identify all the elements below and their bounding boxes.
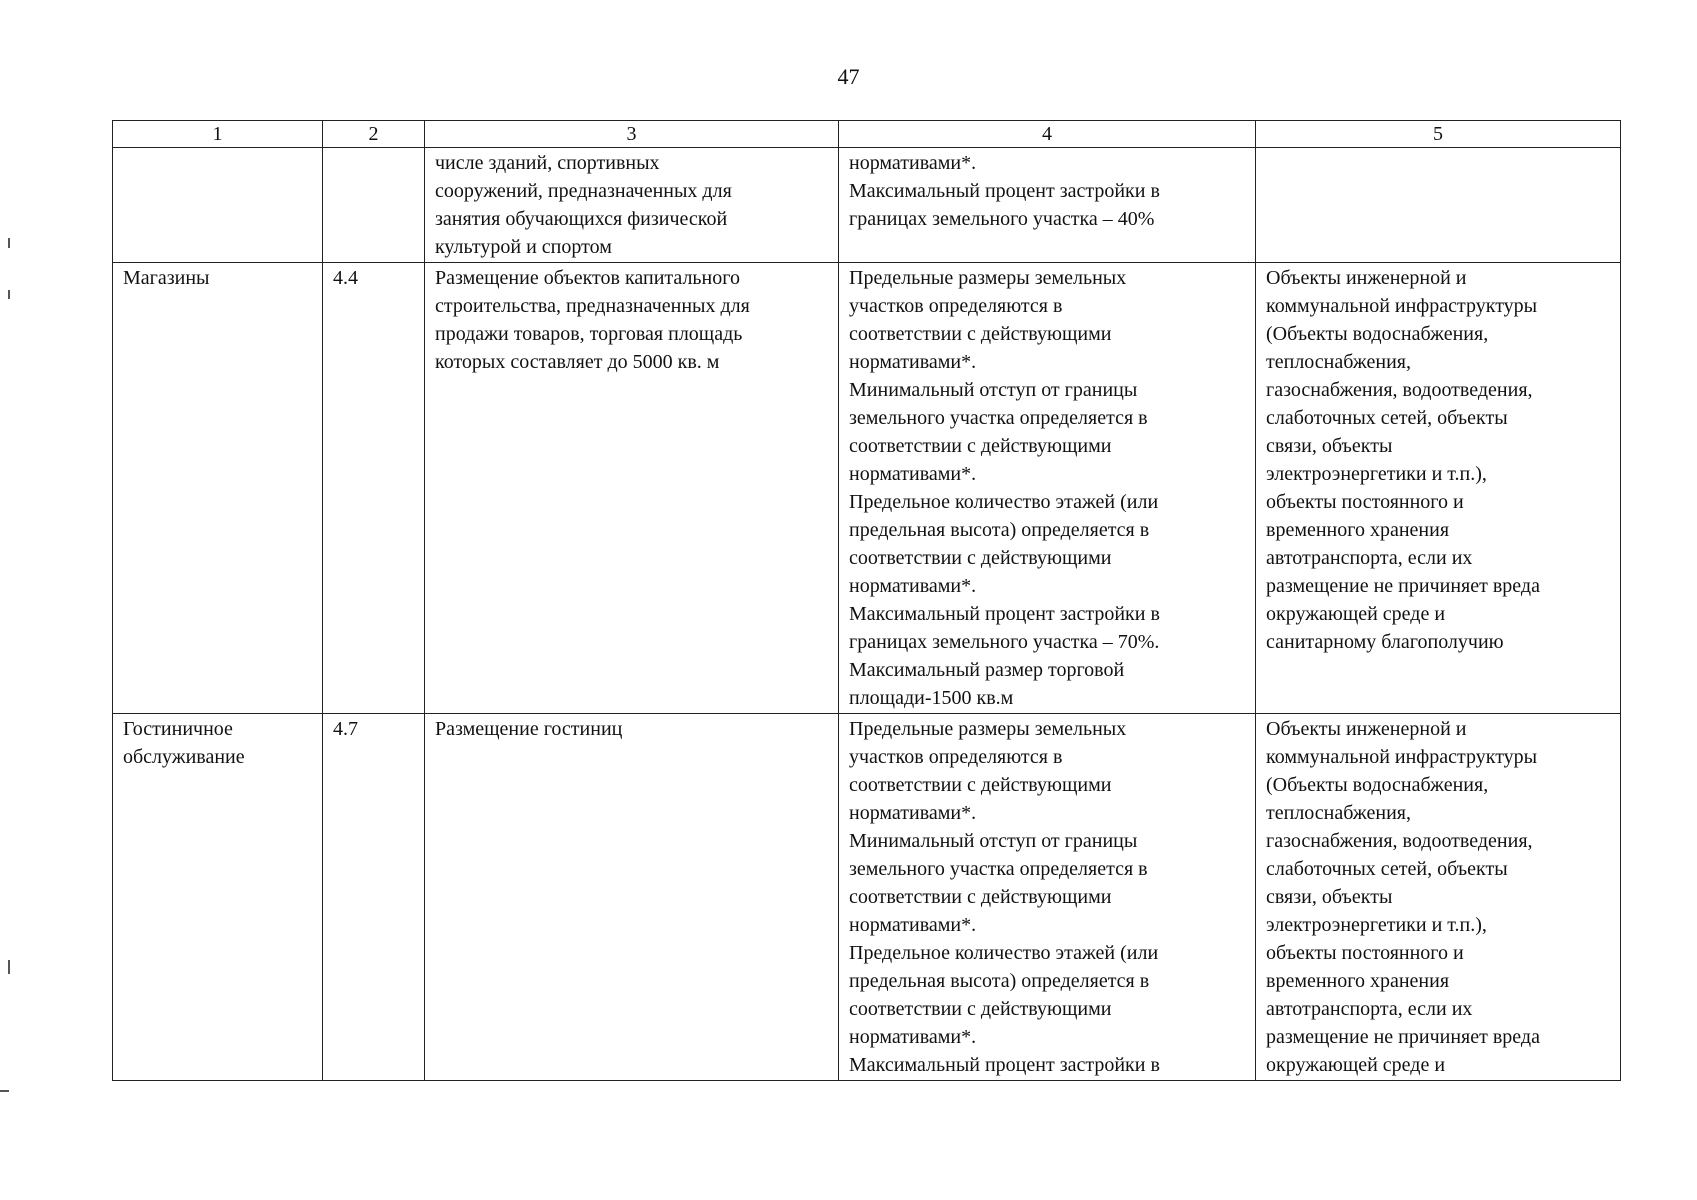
text-line: связи, объекты <box>1266 886 1393 908</box>
text-line: продажи товаров, торговая площадь <box>435 323 743 345</box>
text-line: строительства, предназначенных для <box>435 295 750 317</box>
text-line: окружающей среде и <box>1266 1054 1446 1076</box>
text-line: размещение не причиняет вреда <box>1266 1026 1540 1048</box>
text-line: нормативами*. <box>849 1026 977 1048</box>
text-line: соответствии с действующими <box>849 886 1112 908</box>
text-line: автотранспорта, если их <box>1266 547 1473 569</box>
text-line: Предельные размеры земельных <box>849 718 1127 740</box>
land-use-name <box>113 148 323 263</box>
scan-mark <box>8 960 10 974</box>
auxiliary-uses-cell <box>1256 263 1621 714</box>
text-line: временного хранения <box>1266 519 1450 541</box>
text-line: автотранспорта, если их <box>1266 998 1473 1020</box>
parameters-cell <box>839 148 1256 263</box>
parameters-cell <box>839 714 1256 1081</box>
land-use-code <box>323 148 425 263</box>
text-line: объекты постоянного и <box>1266 942 1464 964</box>
text-line: Максимальный процент застройки в <box>849 180 1160 202</box>
text-line: (Объекты водоснабжения, <box>1266 774 1489 796</box>
text-line: Максимальный размер торговой <box>849 659 1125 681</box>
text-line: границах земельного участка – 40% <box>849 208 1155 230</box>
text-line: Предельное количество этажей (или <box>849 491 1159 513</box>
text-line: предельная высота) определяется в <box>849 519 1150 541</box>
text-line: нормативами*. <box>849 575 977 597</box>
text-line: соответствии с действующими <box>849 998 1112 1020</box>
text-line: участков определяются в <box>849 295 1063 317</box>
table-row <box>113 263 1621 714</box>
text-line: Максимальный процент застройки в <box>849 603 1160 625</box>
description-cell <box>425 714 839 1081</box>
text-line: Предельные размеры земельных <box>849 267 1127 289</box>
text-line: газоснабжения, водоотведения, <box>1266 830 1533 852</box>
text-line: теплоснабжения, <box>1266 802 1411 824</box>
scan-mark <box>0 1090 9 1092</box>
description-cell <box>425 263 839 714</box>
text-line: электроэнергетики и т.п.), <box>1266 463 1487 485</box>
text-line: Размещение объектов капитального <box>435 267 740 289</box>
text-line: (Объекты водоснабжения, <box>1266 323 1489 345</box>
text-line: газоснабжения, водоотведения, <box>1266 379 1533 401</box>
land-use-name: Гостиничное обслуживание <box>113 714 323 1081</box>
text-line: нормативами*. <box>849 152 977 174</box>
text-line: Минимальный отступ от границы <box>849 379 1138 401</box>
description-cell <box>425 148 839 263</box>
land-use-code: 4.7 <box>323 714 425 1081</box>
text-line: соответствии с действующими <box>849 435 1112 457</box>
land-use-name: Магазины <box>113 263 323 714</box>
text-line: земельного участка определяется в <box>849 858 1148 880</box>
text-line: слаботочных сетей, объекты <box>1266 858 1508 880</box>
text-line: границах земельного участка – 70%. <box>849 631 1160 653</box>
text-line: Минимальный отступ от границы <box>849 830 1138 852</box>
text-line: соответствии с действующими <box>849 323 1112 345</box>
text-line: которых составляет до 5000 кв. м <box>435 351 720 373</box>
text-line: временного хранения <box>1266 970 1450 992</box>
text-line: участков определяются в <box>849 746 1063 768</box>
text-line: культурой и спортом <box>435 236 612 258</box>
parameters-cell <box>839 263 1256 714</box>
text-line: земельного участка определяется в <box>849 407 1148 429</box>
text-line: сооружений, предназначенных для <box>435 180 732 202</box>
text-line: санитарному благополучию <box>1266 631 1504 653</box>
text-line: соответствии с действующими <box>849 547 1112 569</box>
scan-mark <box>8 290 10 299</box>
text-line: нормативами*. <box>849 914 977 936</box>
text-line: объекты постоянного и <box>1266 491 1464 513</box>
text-line: коммунальной инфраструктуры <box>1266 746 1538 768</box>
text-line: предельная высота) определяется в <box>849 970 1150 992</box>
header-row <box>113 121 1621 148</box>
page-number: 47 <box>837 64 860 89</box>
text-line: Максимальный процент застройки в <box>849 1054 1160 1076</box>
scan-mark <box>8 238 10 248</box>
column-header: 1 <box>113 121 323 148</box>
text-line: Размещение гостиниц <box>435 718 623 740</box>
text-line: электроэнергетики и т.п.), <box>1266 914 1487 936</box>
text-line: нормативами*. <box>849 351 977 373</box>
text-line: Объекты инженерной и <box>1266 718 1467 740</box>
table-row <box>113 714 1621 1081</box>
text-line: нормативами*. <box>849 463 977 485</box>
column-header: 4 <box>839 121 1256 148</box>
column-header: 3 <box>425 121 839 148</box>
text-line: коммунальной инфраструктуры <box>1266 295 1538 317</box>
text-line: размещение не причиняет вреда <box>1266 575 1540 597</box>
column-header: 2 <box>323 121 425 148</box>
regulations-table <box>112 120 1621 1081</box>
text-line: слаботочных сетей, объекты <box>1266 407 1508 429</box>
text-line: площади-1500 кв.м <box>849 687 1014 709</box>
auxiliary-uses-cell <box>1256 714 1621 1081</box>
auxiliary-uses-cell <box>1256 148 1621 263</box>
text-line: теплоснабжения, <box>1266 351 1411 373</box>
text-line: связи, объекты <box>1266 435 1393 457</box>
text-line: соответствии с действующими <box>849 774 1112 796</box>
text-line: окружающей среде и <box>1266 603 1446 625</box>
table-row <box>113 148 1621 263</box>
text-line: числе зданий, спортивных <box>435 152 660 174</box>
text-line: Объекты инженерной и <box>1266 267 1467 289</box>
text-line: занятия обучающихся физической <box>435 208 728 230</box>
text-line: нормативами*. <box>849 802 977 824</box>
column-header: 5 <box>1256 121 1621 148</box>
land-use-code: 4.4 <box>323 263 425 714</box>
text-line: Предельное количество этажей (или <box>849 942 1159 964</box>
